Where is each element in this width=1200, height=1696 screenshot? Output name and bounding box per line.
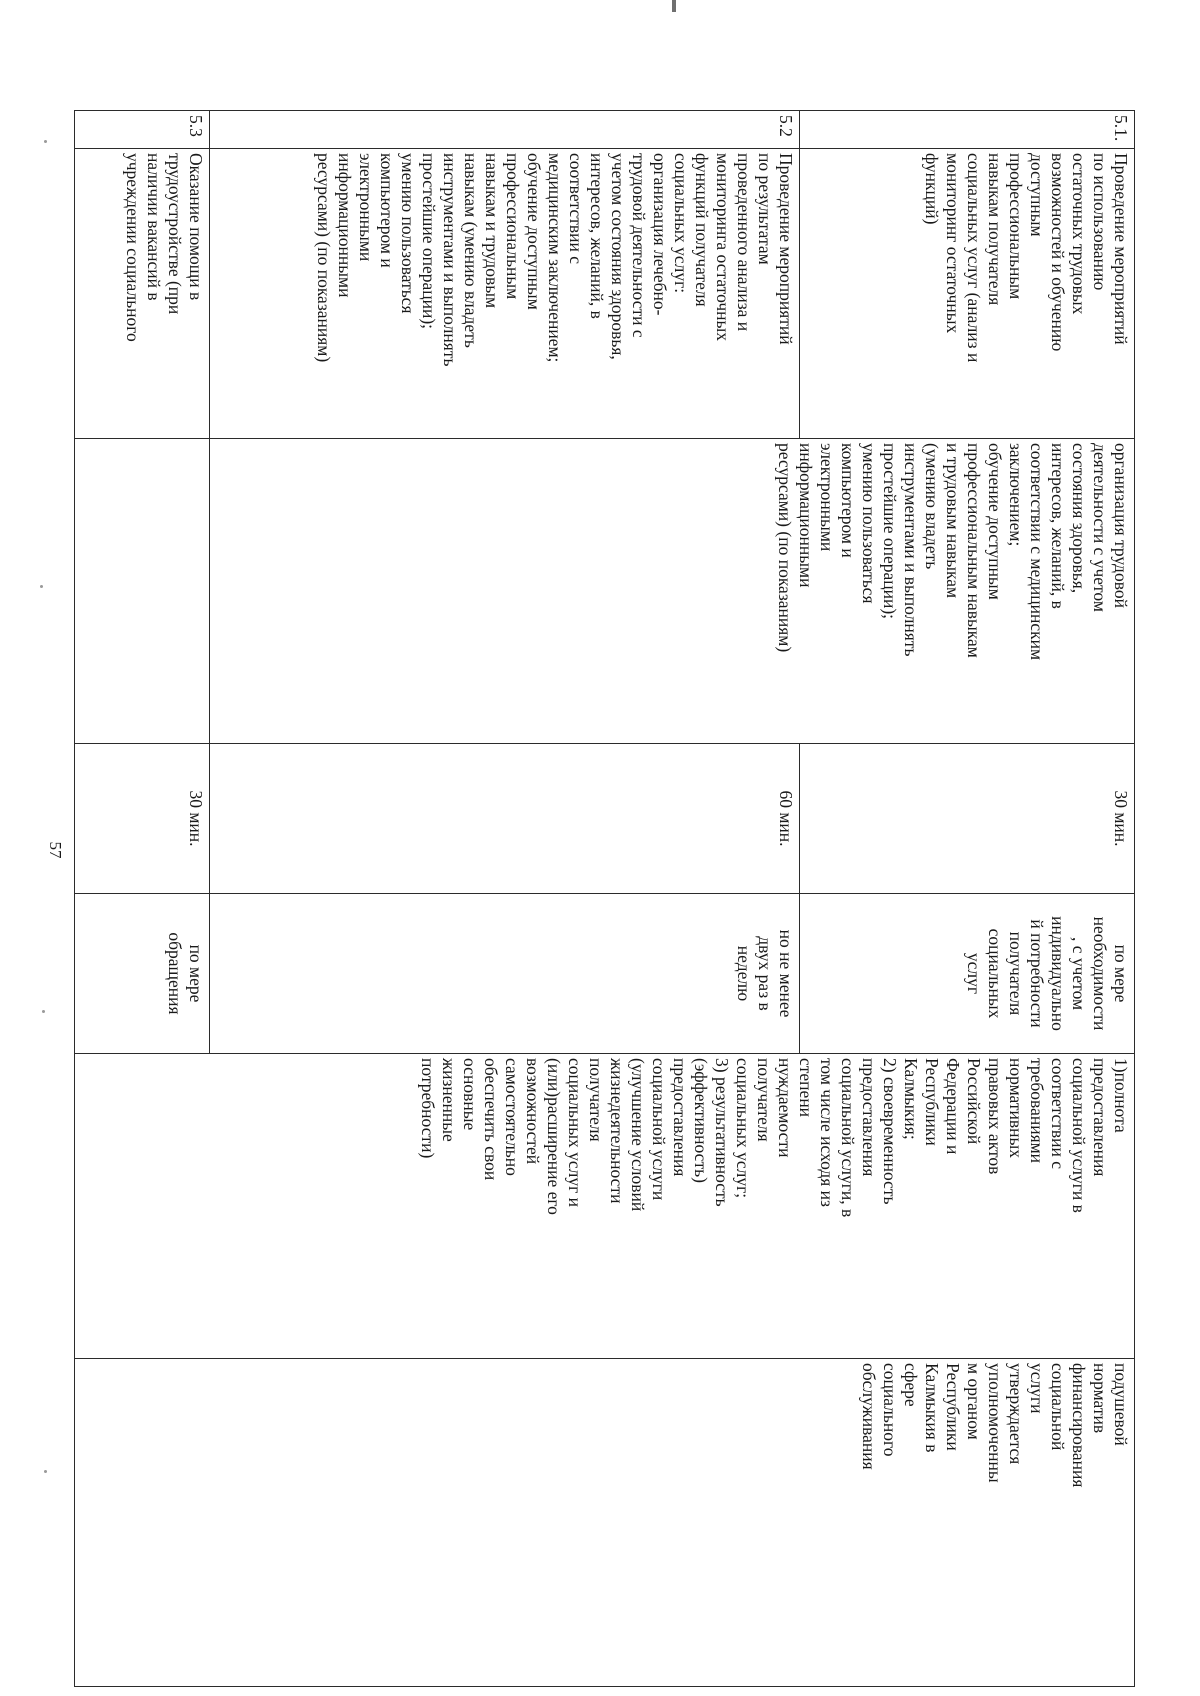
page-number: 57 bbox=[46, 841, 65, 859]
service-description: организация трудовой деятельности с учетом состояния здоровья, интересов, желаний, в соответствии с медицинским заключением; обучение доступным профессиональным навыкам и трудовым навыкам (умению владеть инструментами и выполнять простейшие операции); умению пользоваться компьютером и электронными информационными ресурсами) (по показаниям) bbox=[210, 439, 1135, 744]
empty-cell bbox=[75, 439, 210, 744]
scan-speck bbox=[40, 585, 43, 588]
service-time: 30 мин. bbox=[800, 744, 1135, 894]
quality-criteria: 1)полнота предоставления социальной услуги в соответствии с требованиями нормативных правовых актов Российской Федерации и Республики Калмыкия; 2) своевременность предоставления социальной услуги, в том числе исходя из степени нуждаемости получателя социальных услуг; 3) результативность (эффективность) предоставления социальной услуги (улучшение условий жизнедеятельности получателя социальных услуг и (или)расширение его возможностей самостоятельно обеспечить свои основные жизненные потребности) bbox=[75, 1054, 1135, 1359]
scan-speck bbox=[44, 140, 47, 143]
service-time: 30 мин. bbox=[75, 744, 210, 894]
financing-note: подушевой норматив финансирования социальной услуги утверждается уполномоченны м органом Республики Калмыкия в сфере социального обслуживания bbox=[75, 1359, 1135, 1687]
table-row bbox=[800, 111, 1135, 1687]
scan-speck bbox=[44, 1470, 47, 1473]
scan-mark bbox=[672, 0, 676, 12]
rotated-document bbox=[75, 110, 1135, 1686]
service-name: Проведение мероприятий по использованию остаточных трудовых возможностей и обучению доступным профессиональным навыкам получателя социальных услуг (анализ и мониторинг остаточных функций) bbox=[800, 149, 1135, 439]
service-time: 60 мин. bbox=[210, 744, 800, 894]
service-period: по мере обращения bbox=[75, 894, 210, 1054]
service-period: по мере необходимости , с учетом индивидуально й потребности получателя социальных услуг bbox=[800, 894, 1135, 1054]
row-number: 5.3 bbox=[75, 111, 210, 149]
row-number: 5.1. bbox=[800, 111, 1135, 149]
services-table bbox=[74, 110, 1135, 1687]
service-name: Проведение мероприятий по результатам проведенного анализа и мониторинга остаточных функций получателя социальных услуг: организация лечебно- трудовой деятельности с учетом состояния здоровья, интересов, желаний, в соответствии с медицинским заключением; обучение доступным профессиональным навыкам и трудовым навыкам (умению владеть инструментами и выполнять простейшие операции); умению пользоваться компьютером и электронными информационными ресурсами) (по показаниям) bbox=[210, 149, 800, 439]
service-period: но не менее двух раз в неделю bbox=[210, 894, 800, 1054]
service-name: Оказание помощи в трудоустройстве (при наличии вакансий в учреждении социального bbox=[75, 149, 210, 439]
row-number: 5.2 bbox=[210, 111, 800, 149]
scan-speck bbox=[42, 1010, 45, 1013]
